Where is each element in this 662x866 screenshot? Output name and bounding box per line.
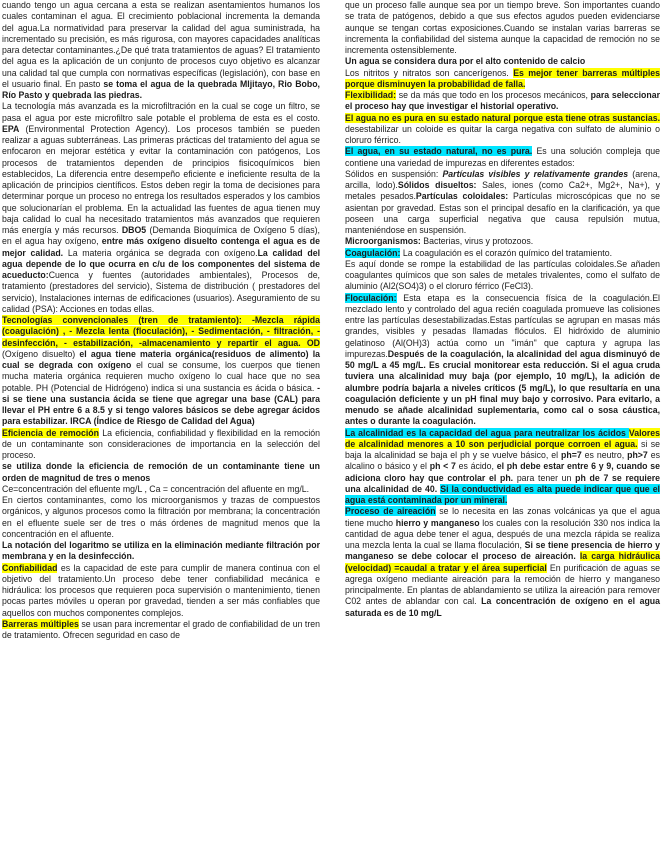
paragraph (345, 0, 660, 56)
paragraph (2, 495, 320, 540)
text-run: La notación del logaritmo se utiliza en la eliminación mediante filtración por membrana y en la desinfección. (2, 540, 320, 562)
text-run: se toma el agua de la quebrada Mljitayo, Rio Bobo, Río Pasto y quebrada las piedras. (2, 78, 320, 100)
paragraph (2, 461, 320, 484)
text-run: La concentración de oxígeno en el agua saturada es de 10 mg/L (345, 596, 660, 618)
text-run: Valores de alcalinidad menores a 10 son perjudicial porque corroen el agua. (345, 427, 660, 449)
paragraph (345, 146, 660, 169)
text-run: Esta etapa es la consecuencia física de la coagulación.El mezclado lento y controlado del agua recién coagulada promueve las colisiones entre las partículas desestabilizadas.Estas partículas se agrupan en masas más grandes, visibles y pesadas llamadas flóculos. El hidróxido de aluminio gelatinoso (Al(OH)3) actúa como un "imán" que captura y agrupa las impurezas. (345, 292, 660, 359)
paragraph (2, 484, 320, 495)
text-run: se usan para incrementar el grado de confiabilidad de un tren de tratamiento. Ofrecen seguridad en caso de (2, 618, 320, 640)
text-run: - si se tiene una sustancia ácida se tiene que agregar una base (CAL) para llevar el PH entre 6 a 8.5 y si tengo valores básicos se debe agregar ácidos para estabilizar. IRCA (Índice de Riesgo de Calidad del Agua) (2, 382, 320, 427)
right-column (345, 0, 660, 619)
text-run: se utiliza donde la eficiencia de remoción de un contaminante tiene un orden de magnitud de tres o menos (2, 461, 320, 483)
text-run: si se baja la alcalinidad se baja el ph y se vuelve básico, el (345, 438, 660, 460)
text-run: Cuenca y fuentes (autoridades ambientales), Procesos de, tratamiento (prestadores del servicio), Sistema de distribución ( prestadores del servicio), Instalaciones internas de edificaciones (usuarios). Aseguramiento de su calidad (PSA): Acciones en todas ellas. (2, 270, 320, 314)
text-run: ph < 7 (429, 461, 456, 472)
paragraph (2, 315, 320, 428)
text-run: Bacterias, virus y protozoos. (420, 236, 534, 247)
paragraph (345, 113, 660, 147)
paragraph (2, 428, 320, 462)
text-run: (Oxígeno disuelto) (2, 348, 80, 359)
text-run: El agua, en su estado natural, no es pura. (345, 146, 533, 157)
text-run: Tecnologías convencionales (tren de tratamiento): -Mezcla rápida (coagulación) , - Mezcla lenta (floculación), - Sedimentación, - filtración, - desinfección, - estabilización, -almacenamiento y repartir el agua. OD (2, 315, 320, 348)
text-run: Proceso de aireación (345, 506, 436, 517)
text-run: La coagulación es el corazón químico del tratamiento. (400, 247, 613, 258)
text-run: Después de la coagulación, la alcalinidad del agua disminuyó de 50 mg/L a 45 mg/L. Es crucial monitorear esta reducción. Si el agua cruda tuviera una alcalinidad muy baja (por ejemplo, 10 mg/L), la adición de alumbre podría bajarla a niveles críticos (5 mg/L), lo que resultaría en una coagulación deficiente y un pH final muy bajo y corrosivo. Para evitarlo, a menudo se añade alcalinidad suplementaria, como cal o sosa cáustica, antes o durante la coagulación. (345, 348, 660, 427)
text-run: Flexibilidad: (345, 90, 397, 100)
text-run: Floculación: (345, 292, 397, 303)
paragraph (2, 0, 320, 101)
text-run: entre más oxígeno disuelto contenga el agua es de mejor calidad. (2, 236, 320, 258)
text-run: Partículas coloidales: (415, 191, 509, 202)
text-run: Partículas visibles y relativamente grandes (442, 168, 629, 179)
text-run: Barreras múltiples (2, 618, 79, 629)
paragraph (2, 563, 320, 619)
text-run: para seleccionar el proceso hay que investigar el historial operativo. (345, 90, 660, 112)
text-run: (Environmental Protection Agency). Los procesos también se pueden realizar a aguas subterráneas. Las primeras prácticas del tratamiento del agua se enfocaron en mejorar estética y evitar la contaminación con patógenos, Los procesos de tratamientos dependen de principios fisicoquímicos bien establecidos, La diferencia entre desempeño eficiente e ineficiente resulta de la aplicación de principios científicos. Estos deben regir la toma de decisiones para determinar porque un proceso no entrega los resultados esperados y los cambios que solucionarían el problema. En la actualidad las fuentes de agua tienen muy baja calidad lo cual ha necesitado tratamientos más avanzados que requieren más energía y más recursos. (2, 123, 320, 235)
text-run: La tecnología más avanzada es la microfiltración en la cual se coge un filtro, se pasa el agua por este microfiltro sale potable el problema de esta es el costo. (2, 101, 320, 123)
text-run: Es mejor tener barreras múltiples porque disminuyen la probabilidad de falla. (345, 67, 660, 89)
text-run: Los nitritos y nitratos son cancerígenos. (345, 67, 514, 78)
paragraph (345, 248, 660, 259)
paragraph (345, 68, 660, 91)
text-run: es alcalino o básico y el (345, 450, 660, 472)
paragraph (345, 236, 660, 247)
text-run: La materia orgánica se degrada con oxígeno. (63, 247, 258, 258)
text-run: los cuales con la resolución 330 nos indica la cantidad de agua debe tener el agua, después de una mezcla rápida se realiza una mezcla lenta la cual se llama floculación, (345, 517, 660, 550)
text-run: Es aquí donde se rompe la estabilidad de las partículas coloidales.Se añaden coagulantes químicos que son sales de metales trivalentes, como el sulfato de aluminio (Al2(SO4)3) o el cloruro férrico (FeCl3). (345, 258, 660, 292)
paragraph (345, 56, 660, 67)
text-run: para tener un (513, 472, 576, 483)
text-run: Sales, iones (como Ca2+, Mg2+, Na+), y metales pesados. (345, 180, 660, 202)
text-run: ph de 7 se requiere una alcalinidad de 40. (345, 472, 660, 494)
text-run: se da más que todo en los procesos mecánicos, (396, 90, 591, 100)
text-run: Confiabilidad (2, 562, 58, 573)
text-run: el ph debe estar entre 6 y 9, cuando se adiciona cloro hay que controlar el ph. (345, 461, 660, 483)
text-run: En ciertos contaminantes, como los microorganismos y trazas de compuestos orgánicos, y algunos procesos como la filtración por membrana; la concentración en el efluente suele ser de tres o más órdenes de magnitud menos que la concentración en el afluente. (2, 495, 320, 539)
text-run: Microorganismos: (345, 236, 421, 247)
text-run: el cual se consume, los cuerpos que tienen mucha materia orgánica requieren mucho oxígeno lo cual hace que no sea potable. PH (Potencial de Hidrógeno) indica si una sustancia es ácida o básica. (2, 360, 320, 393)
text-run: la carga hidráulica (velocidad) =caudal a tratar y el área superficial (345, 551, 660, 573)
paragraph (345, 428, 660, 507)
paragraph (345, 90, 660, 113)
text-run: es ácido, (455, 461, 497, 472)
text-run: que un proceso falle aunque sea por un tiempo breve. Son importantes cuando se trata de patógenos, debido a que sus efectos agudos pueden evidenciarse aunque se tengan cortas exposiciones.Cuando se instalan varias barreras se incrementa la confiabilidad del sistema aunque la capacidad de remoción no se incrementa ostensiblemente. (345, 0, 660, 55)
text-run: Un agua se considera dura por el alto contenido de calcio (345, 56, 586, 67)
text-run: hierro y manganeso (395, 517, 480, 528)
text-run: es neutro, (581, 450, 628, 460)
text-run: Si se tiene presencia de hierro y manganeso se debe colocar el proceso de aireación. (345, 540, 660, 562)
text-run: Partículas microscópicas que no se asientan por gravedad. Estas son el principal desafío en la clarificación, ya que poseen una carga superficial negativa que causa repulsión mutua, manteniéndose en suspensión. (345, 191, 660, 235)
text-run: La alcalinidad es la capacidad del agua para neutralizar los ácidos (345, 427, 626, 438)
text-run: Es una solución compleja que contiene una variedad de impurezas en diferentes estados: (345, 146, 660, 168)
text-run: ph>7 (627, 450, 648, 460)
text-run: es la capacidad de este para cumplir de manera continua con el objetivo del tratamiento.Un proceso debe tener confiabilidad mecánica e hidráulica: los procesos que requieren poca supervisión o mantenimiento, tienen pocas partes móviles u operan por gravedad, tienden a ser más confiables que aquellos con muchos componentes complejos. (2, 562, 320, 618)
paragraph (2, 101, 320, 315)
text-run: La calidad del agua depende de lo que ocurra en c/u de los componentes del sistema de acueducto: (2, 247, 320, 280)
text-run: En purificación de aguas se agrega oxígeno mediante aireación para la remoción de hierro y manganeso principalmente. En plantas de ablandamiento se utiliza la aireación para remover C02 antes de ablandar con cal. (345, 562, 660, 607)
paragraph (345, 259, 660, 293)
text-run: EPA (2, 123, 20, 134)
paragraph (345, 293, 660, 428)
paragraph (345, 506, 660, 619)
paragraph (2, 619, 320, 642)
text-run: Sólidos disueltos: (397, 180, 477, 190)
text-run: La eficiencia, confiabilidad y flexibilidad en la remoción de un contaminante son consideraciones de importancia en la selección del proceso. (2, 427, 321, 460)
text-run: cuando tengo un agua cercana a esta se realizan asentamientos humanos los cuales contaminan el agua. El crecimiento poblacional incrementa la demanda del agua.La normatividad para preservar la calidad del agua suministrada, ha incrementado su precisión, es más rigurosa, con mayores capacidades analíticas para detectar contaminantes.¿De qué trata tratamientos de aguas? El tratamiento del agua es la aplicación de un conjunto de procesos cuyo objetivo es alcanzar una calidad tal que cumpla con normativas específicas (legislación), con base en el usuario final. En pasto (2, 0, 320, 89)
text-run: ph=7 (561, 450, 582, 460)
text-run: DBO5 (121, 225, 147, 235)
text-run: se lo necesita en las zonas volcánicas ya que el agua tiene mucho (345, 506, 660, 528)
text-run: El agua no es pura en su estado natural porque esta tiene otras sustancias. (345, 112, 660, 123)
text-run: (arena, arcilla, lodo). (345, 168, 661, 190)
text-run: Si la conductividad es alta puede indicar que que el agua está contaminada por un mineral. (345, 483, 660, 505)
text-run: Sólidos en suspensión: (345, 168, 443, 179)
text-run: Eficiencia de remoción (2, 427, 99, 438)
text-run: el agua tiene materia orgánica(residuos de alimento) la cual se degrada con oxígeno (2, 348, 320, 370)
paragraph (345, 169, 660, 237)
text-run: Coagulación: (345, 247, 401, 258)
paragraph (2, 540, 320, 563)
text-run: (Demanda Bioquímica de Oxígeno 5 días), en el agua hay oxígeno, (2, 225, 320, 247)
text-run: desestabilizar un coloide es quitar la carga negativa con sulfato de aluminio o cloruro férrico. (345, 123, 660, 145)
left-column (2, 0, 320, 641)
text-run: Ce=concentración del efluente mg/L , Ca = concentración del afluente en mg/L. (2, 483, 310, 494)
